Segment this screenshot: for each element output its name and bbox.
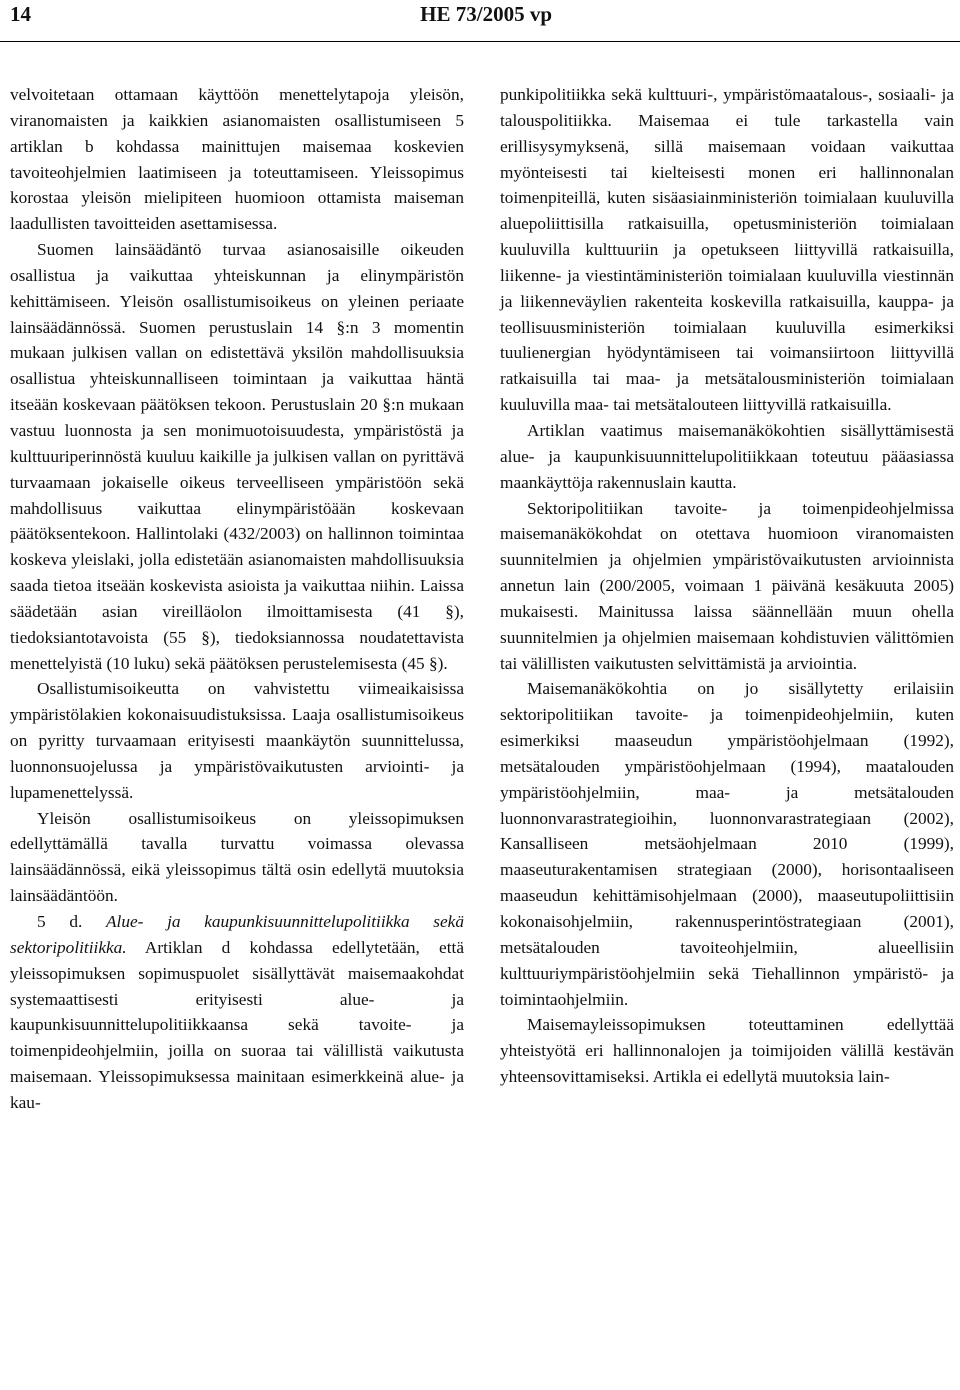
page-number: 14 <box>10 2 31 26</box>
paragraph: velvoitetaan ottamaan käyttöön menettelytapoja yleisön, viranomaisten ja kaikkien asianomaisten osallistumiseen 5 artiklan b kohdassa mainittujen maisemaa koskevien tavoiteohjelmien laatimiseen ja toteuttamiseen. Yleissopimus korostaa yleisön mielipiteen huomioon ottamista maiseman laadullisten tavoitteiden asettamisessa. <box>10 85 464 234</box>
document-id: HE 73/2005 vp <box>420 2 552 26</box>
section-title: Alue- ja kaupunkisuunnittelupolitiikka sekä sektoripolitiikka. <box>10 912 464 957</box>
paragraph: Sektoripolitiikan tavoite- ja toimenpideohjelmissa maisemanäkökohdat on otettava huomioon viranomaisten suunnitelmien ja ohjelmien ympäristövaikutusten arvioinnista annetun lain (200/2005, voimaan 1 päivänä kesäkuuta 2005) mukaisesti. Mainitussa laissa säännellään muun ohella suunnitelmien ja ohjelmien maisemaan kohdistuvien välittömien tai välillisten vaikutusten selvittämistä ja arviointia. <box>500 498 954 673</box>
section-body: Artiklan d kohdassa edellytetään, että yleissopimuksen sopimuspuolet sisällyttävät maisemaakohdat systemaattisesti erityisesti alue- ja kaupunkisuunnittelupolitiikkaansa sekä tavoite- ja toimenpideohjelmiin, joilla on suoraa tai välillistä vaikutusta maisemaan. Yleissopimuksessa mainitaan esimerkkeinä alue- ja kau- <box>10 937 464 1112</box>
section-5d-paragraph <box>10 909 464 1116</box>
paragraph: Yleisön osallistumisoikeus on yleissopimuksen edellyttämällä tavalla turvattu voimassa olevassa lainsäädännössä, eikä yleissopimus tältä osin edellytä muutoksia lainsäädäntöön. <box>10 808 464 906</box>
paragraph: Artiklan vaatimus maisemanäkökohtien sisällyttämisestä alue- ja kaupunkisuunnittelupolitiikkaan toteutuu pääasiassa maankäyttöja rakennuslain kautta. <box>500 420 954 492</box>
paragraph: Suomen lainsäädäntö turvaa asianosaisille oikeuden osallistua ja vaikuttaa yhteiskunnan ja elinympäristön kehittämiseen. Yleisön osallistumisoikeus on yleinen periaate lainsäädännössä. Suomen perustuslain 14 §:n 3 momentin mukaan julkisen vallan on edistettävä yksilön mahdollisuuksia osallistua yhteiskunnalliseen toimintaan ja vaikuttaa häntä itseään koskevaan päätöksen tekoon. Perustuslain 20 §:n mukaan vastuu luonnosta ja sen monimuotoisuudesta, ympäristöstä ja kulttuuriperinnöstä kuuluu kaikille ja julkisen vallan on pyrittävä turvaamaan jokaiselle oikeus terveelliseen ympäristöön sekä mahdollisuus vaikuttaa elinympäristöään koskevaan päätöksentekoon. Hallintolaki (432/2003) on hallinnon toimintaa koskeva yleislaki, jolla edistetään asianomaisten mahdollisuuksia saada tietoa itseään koskevista asioista ja vaikuttaa niihin. Laissa säädetään asian vireilläolon ilmoittamisesta (41 §), tiedoksiantotavoista (55 §), tiedoksiannossa noudatettavista menettelyistä (10 luku) sekä päätöksen perustelemisesta (45 §). <box>10 240 464 673</box>
header-rule <box>0 41 960 42</box>
page-header <box>0 0 960 34</box>
right-column <box>500 82 954 1090</box>
paragraph: Maisemayleissopimuksen toteuttaminen edellyttää yhteistyötä eri hallinnonalojen ja toimijoiden välillä kestävän yhteensovittamiseksi. Artikla ei edellytä muutoksia lain- <box>500 1015 954 1087</box>
paragraph: punkipolitiikka sekä kulttuuri-, ympäristömaatalous-, sosiaali- ja talouspolitiikka. Maisemaa ei tule tarkastella vain erillisysymyksenä, sillä maisemaan voidaan vaikuttaa myönteisesti tai kielteisesti monen eri hallinnonalan toimenpiteillä, kuten sisäasiainministeriön toimialaan kuuluvilla aluepoliittisilla ratkaisuilla, opetusministeriön toimialaan kuuluvilla kulttuuriin ja opetukseen liittyvillä ratkaisuilla, liikenne- ja viestintäministeriön toimialaan kuuluvilla viestinnän ja liikenneväylien rakenteita koskevilla ratkaisuilla, kauppa- ja teollisuusministeriön toimialaan kuuluvilla esimerkiksi tuulienergian hyödyntämiseen tai voimansiirtoon liittyvillä ratkaisuilla tai maa- ja metsätalousministeriön toimialaan kuuluvilla maa- tai metsätalouteen liittyvillä ratkaisuilla. <box>500 85 954 415</box>
section-number: 5 d. <box>37 912 83 931</box>
left-column <box>10 82 464 1116</box>
paragraph: Maisemanäkökohtia on jo sisällytetty erilaisiin sektoripolitiikan tavoite- ja toimenpideohjelmiin, kuten esimerkiksi maaseudun ympäristöohjelmaan (1992), metsätalouden ympäristöohjelmaan (1994), maatalouden ympäristöohjelmiin, maa- ja metsätalouden luonnonvarastrategioihin, luonnonvarastrategiaan (2002), Kansalliseen metsäohjelmaan 2010 (1999), maaseuturakentamisen strategiaan (2000), horisontaaliseen maaseudun kehittämisohjelmaan (2000), maaseutupoliittisiin kokonaisohjelmiin, rakennusperintöstrategiaan (2001), metsätalouden tavoiteohjelmiin, alueellisiin kulttuuriympäristöohjelmiin sekä Tiehallinnon ympäristö- ja toimintaohjelmiin. <box>500 679 954 1009</box>
paragraph: Osallistumisoikeutta on vahvistettu viimeaikaisissa ympäristölakien kokonaisuudistuksissa. Laaja osallistumisoikeus on pyritty turvaamaan erityisesti maankäytön suunnittelussa, luonnonsuojelussa ja ympäristövaikutusten arviointi- ja lupamenettelyssä. <box>10 679 464 802</box>
